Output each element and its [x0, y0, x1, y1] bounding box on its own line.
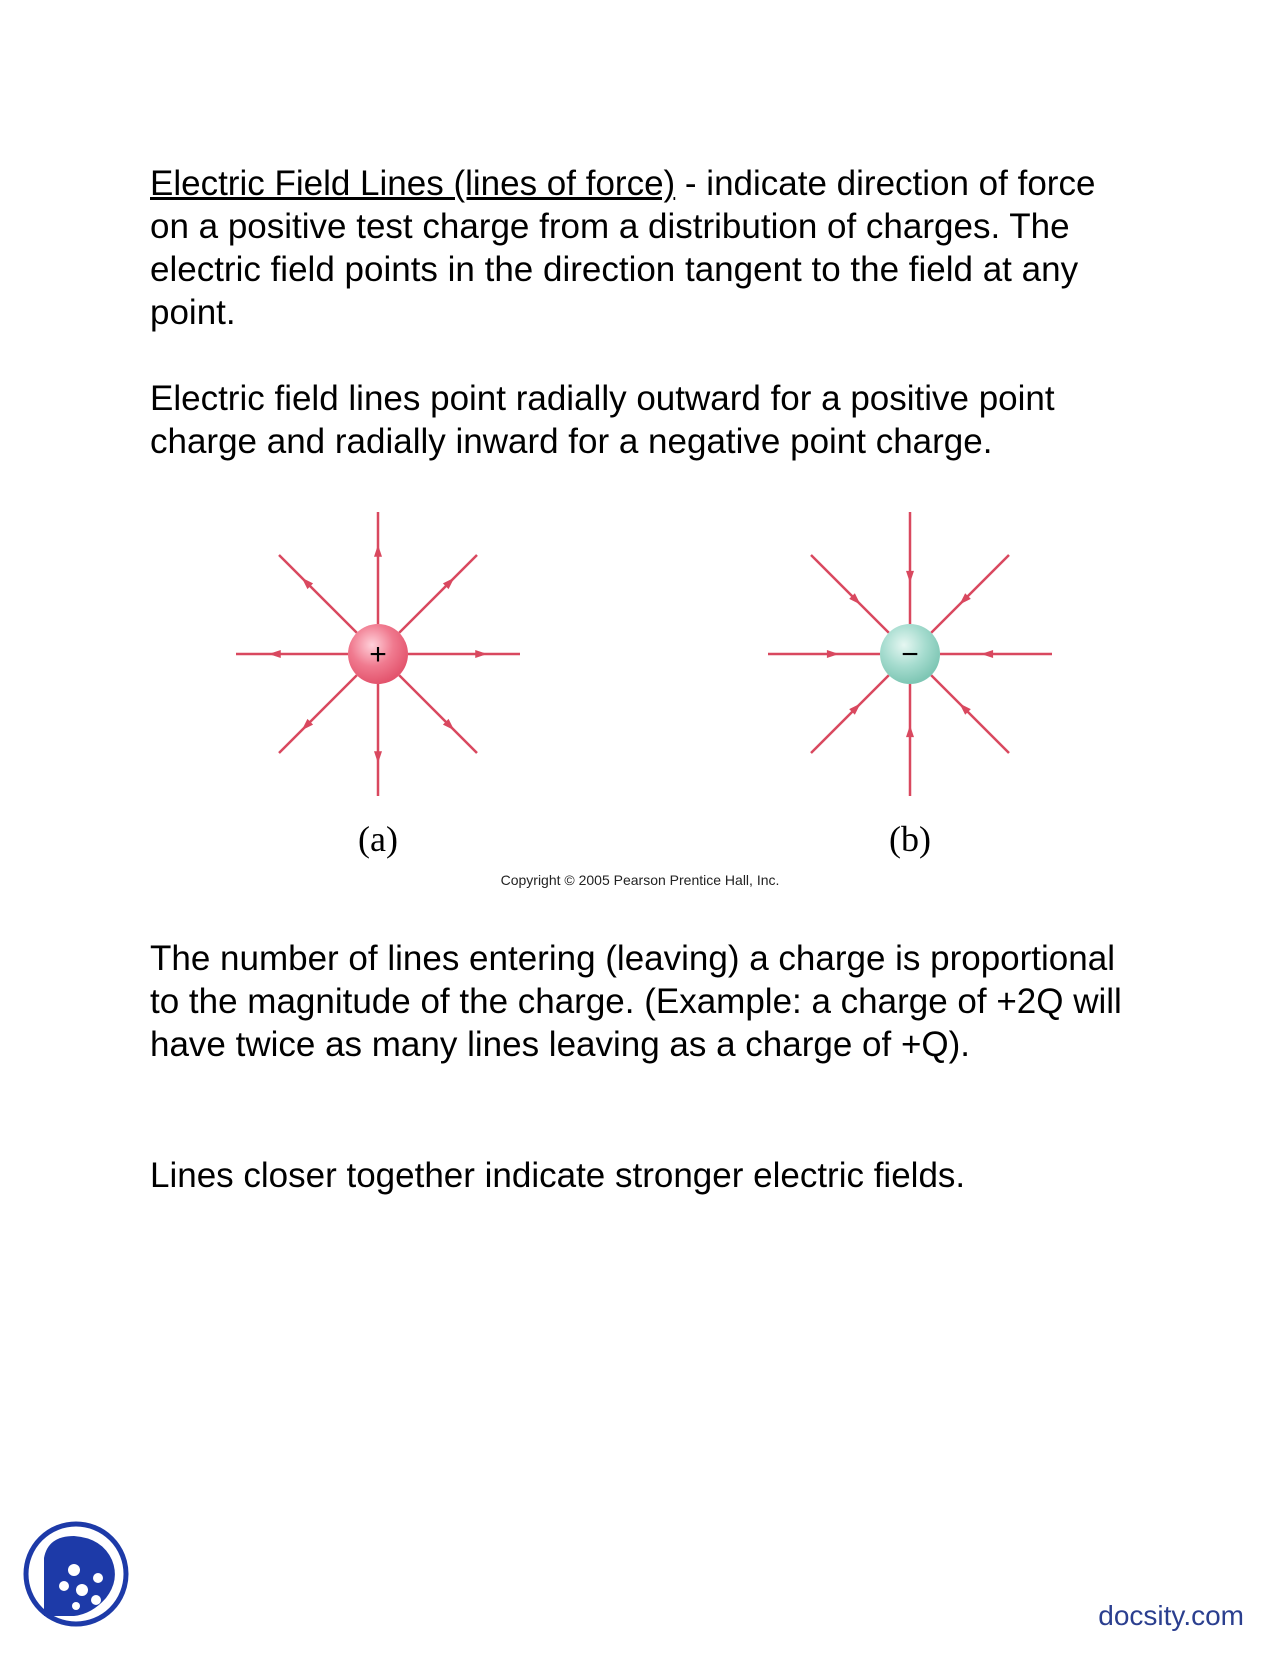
- field-line: [811, 555, 889, 633]
- docsity-logo-icon[interactable]: [22, 1518, 130, 1630]
- paragraph-line-density: Lines closer together indicate stronger electric fields.: [150, 1156, 966, 1195]
- field-line: [399, 675, 477, 753]
- field-arrow: [269, 650, 281, 658]
- field-arrow: [906, 571, 914, 583]
- paragraph-field-lines: [150, 162, 1130, 334]
- field-lines-figure: [0, 490, 1280, 890]
- field-line: [279, 555, 357, 633]
- definition-text: - indicate direction of force on a positive test charge from a distribution of charges. The electric field points in the direction tangent to the field at any point.: [150, 164, 1096, 332]
- field-arrow: [827, 650, 839, 658]
- field-line: [931, 675, 1009, 753]
- paragraph-line-count: The number of lines entering (leaving) a charge is proportional to the magnitude of the charge. (Example: a charge of +2Q will have twice as many lines leaving as a charge of +Q).: [150, 939, 1122, 1064]
- docsity-site-link[interactable]: docsity.com: [1098, 1600, 1244, 1631]
- figure-copyright: Copyright © 2005 Pearson Prentice Hall, Inc.: [500, 872, 780, 888]
- field-line: [399, 555, 477, 633]
- negative-charge-symbol: −: [901, 638, 919, 671]
- field-arrow: [475, 650, 487, 658]
- positive-charge-symbol: +: [369, 638, 387, 671]
- field-arrow: [374, 545, 382, 557]
- caption-a: (a): [358, 819, 398, 859]
- term-electric-field-lines: Electric Field Lines (lines of force): [150, 164, 676, 203]
- paragraph-radial: Electric field lines point radially outward for a positive point charge and radially inward for a negative point charge.: [150, 379, 1055, 461]
- field-line: [279, 675, 357, 753]
- field-line: [931, 555, 1009, 633]
- field-arrow: [981, 650, 993, 658]
- field-arrow: [374, 751, 382, 763]
- field-arrow: [906, 725, 914, 737]
- field-line: [811, 675, 889, 753]
- caption-b: (b): [889, 819, 931, 859]
